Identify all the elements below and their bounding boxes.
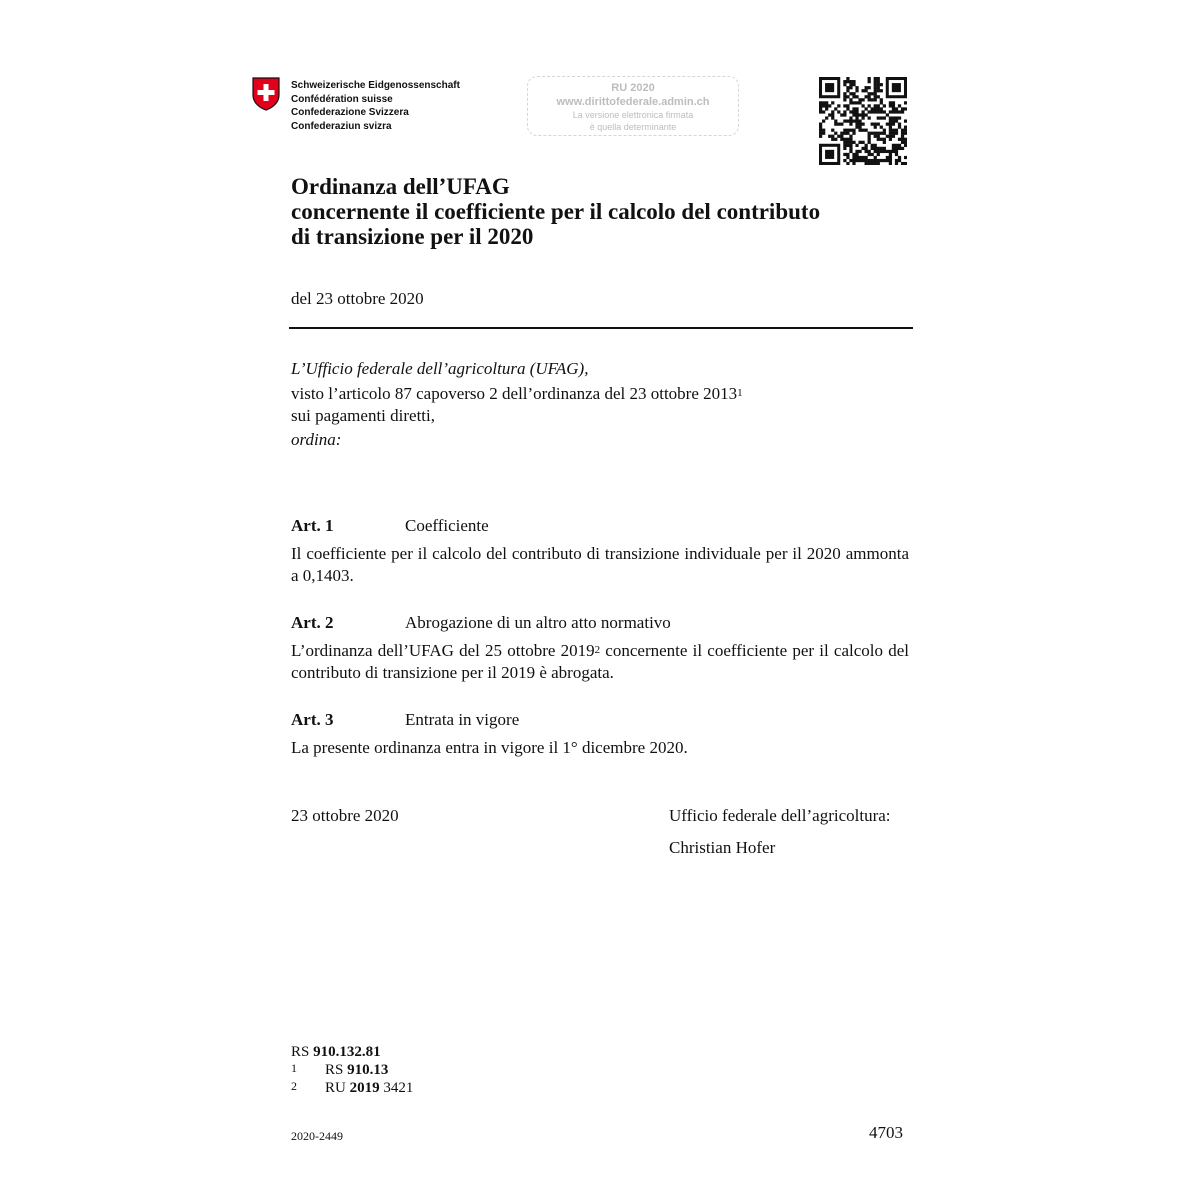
title-line-3: di transizione per il 2020 (291, 224, 534, 249)
confederation-name-it: Confederazione Svizzera (291, 107, 409, 118)
article-2-body-start: L’ordinanza dell’UFAG del 25 ottobre 2019 (291, 641, 595, 660)
confederation-name-de: Schweizerische Eidgenossenschaft (291, 80, 460, 91)
preamble-visto-line-2: sui pagamenti diretti, (291, 406, 435, 425)
article-1-title: Coefficiente (405, 516, 489, 535)
rs-reference (291, 1043, 413, 1061)
article-2-body-end: concernente il coefficiente per il calcolo del contributo di transizione per il 2019 è abrogata. (291, 641, 909, 682)
title-line-1: Ordinanza dell’UFAG (291, 174, 510, 199)
signature-office: Ufficio federale dell’agricoltura: (669, 806, 891, 825)
footnote-1-prefix: RS (325, 1062, 344, 1078)
title-line-2: concernente il coefficiente per il calcolo del contributo (291, 199, 821, 224)
article-2-body (291, 640, 909, 684)
article-2-title: Abrogazione di un altro atto normativo (405, 613, 671, 632)
footnote-2-bold: 2019 (349, 1080, 380, 1096)
swiss-cross-icon (252, 77, 280, 111)
stamp-note-2: è quella determinante (589, 122, 677, 132)
footnote-1-number: 1 (291, 1061, 297, 1075)
rs-prefix: RS (291, 1044, 310, 1060)
footnote-ref-2[interactable]: 2 (594, 644, 601, 656)
stamp-note-1: La versione elettronica firmata (572, 110, 694, 120)
page-number: 4703 (869, 1123, 903, 1142)
footnote-2 (291, 1079, 413, 1097)
article-1-number: Art. 1 (291, 516, 334, 535)
preamble-authority: L’Ufficio federale dell’agricoltura (UFAG), (291, 359, 589, 378)
footnote-2-number: 2 (291, 1079, 297, 1093)
confederation-names (291, 79, 460, 133)
article-1-body: Il coefficiente per il calcolo del contributo di transizione individuale per il 2020 ammonta a 0,1403. (291, 544, 909, 585)
rs-number: 910.132.81 (313, 1044, 381, 1060)
article-1 (291, 515, 909, 587)
footnote-1-bold: 910.13 (347, 1062, 389, 1078)
confederation-name-fr: Confédération suisse (291, 93, 393, 105)
qr-code-icon (819, 77, 907, 165)
confederation-name-rm: Confederaziun svizra (291, 120, 392, 132)
document-date: del 23 ottobre 2020 (291, 289, 424, 308)
preamble-visto-line-1: visto l’articolo 87 capoverso 2 dell’ordinanza del 23 ottobre 2013 (291, 384, 738, 403)
article-2-number: Art. 2 (291, 613, 334, 632)
footnote-2-prefix: RU (325, 1080, 346, 1096)
article-3-number: Art. 3 (291, 710, 334, 729)
preamble-ordina: ordina: (291, 430, 342, 449)
document-title (291, 174, 911, 249)
signature-date: 23 ottobre 2020 (291, 806, 399, 825)
article-2 (291, 612, 909, 684)
signature-name: Christian Hofer (669, 838, 776, 857)
article-3-title: Entrata in vigore (405, 710, 520, 729)
separator-rule (289, 327, 913, 329)
article-3-body: La presente ordinanza entra in vigore il 1° dicembre 2020. (291, 738, 688, 757)
footnotes (291, 1043, 413, 1097)
footnote-1 (291, 1061, 413, 1079)
document-number: 2020-2449 (291, 1129, 343, 1143)
publication-stamp (527, 76, 739, 136)
article-3 (291, 709, 909, 759)
footnote-2-suffix: 3421 (383, 1080, 414, 1096)
stamp-collection: RU 2020 (611, 82, 655, 94)
stamp-url: www.dirittofederale.admin.ch (556, 96, 710, 108)
footnote-ref-1[interactable]: 1 (737, 387, 743, 399)
preamble (291, 358, 911, 451)
